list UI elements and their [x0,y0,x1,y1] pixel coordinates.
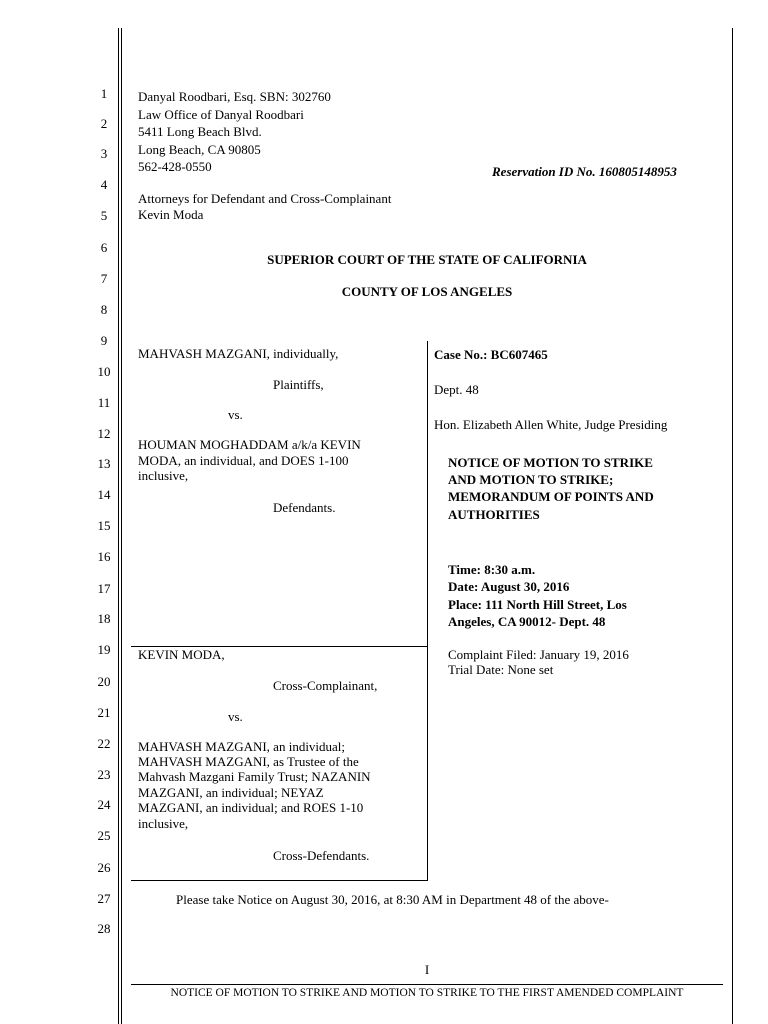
line-number: 14 [97,487,111,502]
cross-defendants-line-2: MAHVASH MAZGANI, as Trustee of the [138,754,359,769]
left-margin-rule-outer [118,28,119,1024]
cross-complainant-name: KEVIN MODA, [138,647,225,662]
defendants-line-3: inclusive, [138,468,189,483]
line-number: 12 [97,426,111,441]
line-number: 26 [97,860,111,875]
document-title-line-4: AUTHORITIES [448,507,540,522]
line-number: 16 [97,549,111,564]
line-number: 20 [97,674,111,689]
right-margin-rule [732,28,733,1024]
court-name: SUPERIOR COURT OF THE STATE OF CALIFORNIA [267,252,587,267]
versus-1: vs. [228,407,243,422]
page-number: I [424,962,430,977]
document-title-line-3: MEMORANDUM OF POINTS AND [448,489,654,504]
attorneys-for: Attorneys for Defendant and Cross-Complainant [138,191,392,206]
cross-defendants-line-1: MAHVASH MAZGANI, an individual; [138,739,346,754]
phone: 562-428-0550 [138,159,212,174]
line-number: 7 [100,271,108,286]
complaint-filed: Complaint Filed: January 19, 2016 [448,647,629,662]
line-number: 15 [97,518,111,533]
trial-date: Trial Date: None set [448,662,554,677]
body-paragraph-start: Please take Notice on August 30, 2016, at 8:30 AM in Department 48 of the above- [176,892,609,907]
line-number: 22 [97,736,111,751]
defendants-label: Defendants. [273,500,336,515]
line-number: 23 [97,767,111,782]
judge-presiding: Hon. Elizabeth Allen White, Judge Presiding [434,417,668,432]
plaintiffs-label: Plaintiffs, [273,377,324,392]
line-number: 8 [100,302,108,317]
cross-defendants-line-6: inclusive, [138,816,189,831]
department: Dept. 48 [434,382,479,397]
line-number: 24 [97,797,111,812]
defendants-line-2: MODA, an individual, and DOES 1-100 [138,453,349,468]
reservation-id: Reservation ID No. 160805148953 [492,164,677,179]
line-number: 3 [100,146,108,161]
line-number: 25 [97,828,111,843]
line-number: 11 [97,395,111,410]
cross-defendants-line-4: MAZGANI, an individual; NEYAZ [138,785,324,800]
law-office: Law Office of Danyal Roodbari [138,107,304,122]
document-title-line-2: AND MOTION TO STRIKE; [448,472,614,487]
line-number: 17 [97,581,111,596]
caption-divider [427,341,428,880]
client-name: Kevin Moda [138,207,204,222]
line-number: 19 [97,642,111,657]
line-number: 13 [97,456,111,471]
line-number: 4 [100,177,108,192]
versus-2: vs. [228,709,243,724]
footer-rule [131,984,723,985]
hearing-time: Time: 8:30 a.m. [448,562,536,577]
line-number: 2 [100,116,108,131]
cross-defendants-label: Cross-Defendants. [273,848,370,863]
line-number: 5 [100,208,108,223]
address-street: 5411 Long Beach Blvd. [138,124,262,139]
left-margin-rule-inner [121,28,122,1024]
hearing-date: Date: August 30, 2016 [448,579,570,594]
line-number: 9 [100,333,108,348]
line-number: 6 [100,240,108,255]
line-number: 1 [100,86,108,101]
document-title-line-1: NOTICE OF MOTION TO STRIKE [448,455,653,470]
line-number: 10 [97,364,111,379]
attorney-name-sbn: Danyal Roodbari, Esq. SBN: 302760 [138,89,331,104]
caption-rule-bottom [131,880,428,881]
cross-defendants-line-3: Mahvash Mazgani Family Trust; NAZANIN [138,769,371,784]
line-number: 18 [97,611,111,626]
hearing-place-line-2: Angeles, CA 90012- Dept. 48 [448,614,606,629]
plaintiff-name: MAHVASH MAZGANI, individually, [138,346,339,361]
court-county: COUNTY OF LOS ANGELES [341,284,513,299]
address-city: Long Beach, CA 90805 [138,142,261,157]
case-number: Case No.: BC607465 [434,347,548,362]
hearing-place-line-1: Place: 111 North Hill Street, Los [448,597,627,612]
line-number: 27 [97,891,111,906]
cross-defendants-line-5: MAZGANI, an individual; and ROES 1-10 [138,800,364,815]
cross-complainant-label: Cross-Complainant, [273,678,378,693]
footer-title: NOTICE OF MOTION TO STRIKE AND MOTION TO STRIKE TO THE FIRST AMENDED COMPLAINT [170,987,684,999]
line-number: 21 [97,705,111,720]
defendants-line-1: HOUMAN MOGHADDAM a/k/a KEVIN [138,437,361,452]
line-number: 28 [97,921,111,936]
